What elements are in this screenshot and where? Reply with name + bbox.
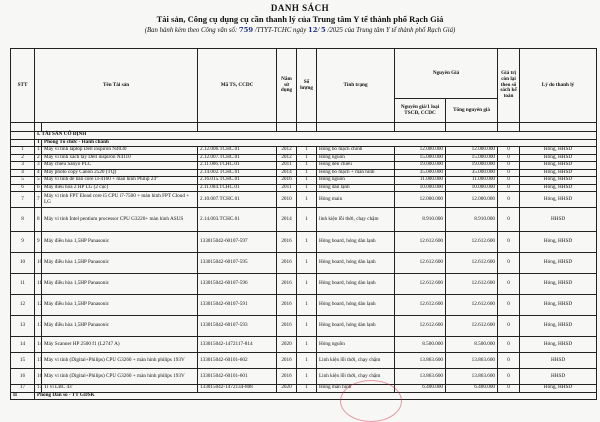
year-cell: 2016	[277, 369, 297, 385]
status-cell: linh kiện lỗi thời, chạy chậm	[317, 208, 395, 232]
qty-cell: 1	[297, 232, 317, 253]
code-cell: 2.16.015.TCHC.01	[198, 177, 277, 185]
status-cell: Hỏng dàn lạnh	[317, 184, 395, 192]
code-cell: 133015042-60107-591	[198, 295, 277, 316]
remain-cell: 0	[498, 192, 520, 208]
unit-price-cell: 15.000.000	[395, 154, 446, 162]
year-cell: 2016	[277, 295, 297, 316]
name-cell: Máy điều hòa 1,5HP Panasonic	[42, 232, 198, 253]
year-cell: 2020	[277, 385, 297, 393]
code-cell: 133015042-60107-596	[198, 274, 277, 295]
reason-cell: Hỏng, HHSD	[520, 337, 597, 353]
total-cell: 12.612.600	[446, 274, 498, 295]
issue-number: 759	[238, 26, 254, 34]
reason-cell: Hỏng, HHSD	[520, 385, 597, 393]
year-cell: 2016	[277, 316, 297, 337]
reason-cell: Hỏng, HHSD	[520, 154, 597, 162]
unit-price-cell: 13.863.600	[395, 369, 446, 385]
table-row	[11, 253, 597, 274]
stt-cell: 15	[11, 353, 35, 369]
status-cell: Hỏng nguồn	[317, 154, 395, 162]
table-row	[11, 232, 597, 253]
sub-cell: 16	[35, 369, 42, 385]
code-cell: 2.14.002.TCHC.01	[198, 169, 277, 177]
stt-cell: 2	[11, 154, 35, 162]
stt-cell: 7	[11, 192, 35, 208]
doc-title: DANH SÁCH	[270, 3, 330, 13]
header-orig: Nguyên Giá	[395, 49, 498, 99]
qty-cell: 1	[297, 184, 317, 192]
stt-cell: 3	[11, 162, 35, 170]
status-cell: Hỏng board, hỏng dàn lạnh	[317, 295, 395, 316]
name-cell: Máy vi tính FPT Elead core i5 CPU i7-7500 + màn hình FPT Cloud + LG	[42, 192, 198, 208]
sub-cell: 2	[35, 154, 42, 162]
group-label: Phòng Dân số - TT GDSK	[35, 392, 597, 400]
remain-cell: 0	[498, 162, 520, 170]
name-cell: Máy vi tính để bàn core i3-4160 + màn hình Philip 24"	[42, 177, 198, 185]
code-cell: 133015042-60101-601	[198, 369, 277, 385]
sub-cell: 17	[35, 385, 42, 393]
qty-cell: 1	[297, 274, 317, 295]
header-unit-price: Nguyên giá/1 loại TSCĐ, CCDC	[395, 99, 446, 123]
table-row	[11, 295, 597, 316]
table-row	[11, 316, 597, 337]
remain-cell: 0	[498, 147, 520, 155]
name-cell: Máy điều hòa 1,5HP Panasonic	[42, 253, 198, 274]
total-cell: 12.612.600	[446, 232, 498, 253]
stt-cell: 1	[11, 147, 35, 155]
reason-cell: Hỏng, HHSD	[520, 162, 597, 170]
code-cell: 133015042-60107-593	[198, 316, 277, 337]
sub-cell: 1	[35, 147, 42, 155]
reason-cell: Hỏng, HHSD	[520, 295, 597, 316]
remain-cell: 0	[498, 177, 520, 185]
sub-cell: 11	[35, 274, 42, 295]
qty-cell: 1	[297, 147, 317, 155]
reason-cell: HHSD	[520, 369, 597, 385]
remain-cell: 0	[498, 232, 520, 253]
status-cell: Hỏng nguồn	[317, 177, 395, 185]
remain-cell: 0	[498, 253, 520, 274]
name-cell: Máy chiếu Sanyo PLC	[42, 162, 198, 170]
status-cell: Hỏng board, hỏng dàn lạnh	[317, 274, 395, 295]
table-row	[11, 369, 597, 385]
qty-cell: 1	[297, 369, 317, 385]
stt-cell: 17	[11, 385, 35, 393]
total-cell: 12.000.000	[446, 192, 498, 208]
stt-cell: 11	[11, 274, 35, 295]
code-cell: 2.11.006.TCHC.01	[198, 162, 277, 170]
unit-price-cell: 8.910.000	[395, 208, 446, 232]
name-cell: Máy vi tính (Digital+Philips) CPU G3260 + màn hình philips 193V	[42, 353, 198, 369]
stt-cell: 5	[11, 177, 35, 185]
table-row	[11, 177, 597, 185]
unit-price-cell: 12.612.600	[395, 232, 446, 253]
status-cell: Hỏng main	[317, 192, 395, 208]
red-stamp-seal	[340, 380, 402, 422]
reason-cell: Hỏng, HHSD	[520, 253, 597, 274]
reason-cell: Hỏng, HHSD	[520, 192, 597, 208]
name-cell: Máy Scanner HP 2500 f1 (L2747 A)	[42, 337, 198, 353]
reason-cell: Hỏng, HHSD	[520, 147, 597, 155]
total-cell: 13.863.600	[446, 353, 498, 369]
status-cell: Hỏng nguồn	[317, 337, 395, 353]
year-cell: 2016	[277, 253, 297, 274]
name-cell: Máy điều hòa 2 HP LG (2 cục)	[42, 184, 198, 192]
table-row	[11, 337, 597, 353]
unit-price-cell: 13.863.600	[395, 353, 446, 369]
year-cell: 2020	[277, 337, 297, 353]
year-cell: 2012	[277, 154, 297, 162]
unit-price-cell: 19.000.000	[395, 162, 446, 170]
status-cell: Hỏng board, hỏng dàn lạnh	[317, 253, 395, 274]
total-cell: 8.910.000	[446, 208, 498, 232]
table-row	[11, 385, 597, 393]
remain-cell: 0	[498, 353, 520, 369]
sub-cell: 14	[35, 337, 42, 353]
total-cell: 19.000.000	[446, 162, 498, 170]
group-label: Phòng Tổ chức - Hành chánh	[42, 139, 597, 147]
stt-cell: 6	[11, 184, 35, 192]
reason-cell: HHSD	[520, 208, 597, 232]
stt-cell: 16	[11, 369, 35, 385]
total-cell: 11.000.000	[446, 177, 498, 185]
unit-price-cell: 6.400.000	[395, 385, 446, 393]
table-row	[11, 192, 597, 208]
group-no: 1	[35, 139, 42, 147]
total-cell: 13.863.600	[446, 369, 498, 385]
remain-cell: 0	[498, 295, 520, 316]
total-cell: 10.000.000	[446, 184, 498, 192]
total-cell: 12.000.000	[446, 147, 498, 155]
group-no: II	[11, 392, 35, 400]
header-reason: Lý do thanh lý	[520, 49, 597, 123]
qty-cell: 1	[297, 316, 317, 337]
status-cell: Linh kiện lỗi thời, chạy chậm	[317, 369, 395, 385]
header-qty: Số lượng	[297, 49, 317, 123]
group-row	[11, 392, 597, 400]
qty-cell: 1	[297, 154, 317, 162]
code-cell: 2.14.003.TCHC.01	[198, 208, 277, 232]
reason-cell: HHSD	[520, 353, 597, 369]
asset-table	[10, 48, 597, 400]
qty-cell: 1	[297, 169, 317, 177]
reason-cell: Hỏng, HHSD	[520, 184, 597, 192]
qty-cell: 1	[297, 337, 317, 353]
total-cell: 35.000.000	[446, 169, 498, 177]
year-cell: 2016	[277, 232, 297, 253]
qty-cell: 1	[297, 353, 317, 369]
qty-cell: 1	[297, 253, 317, 274]
code-cell: 2.12.007.TCHC.01	[198, 154, 277, 162]
sub-cell: 3	[35, 162, 42, 170]
table-row	[11, 208, 597, 232]
header-stt: STT	[11, 49, 35, 123]
remain-cell: 0	[498, 274, 520, 295]
year-cell: 2010	[277, 192, 297, 208]
reason-cell: Hỏng, HHSD	[520, 169, 597, 177]
sub-cell: 15	[35, 353, 42, 369]
qty-cell: 1	[297, 208, 317, 232]
header-name: Tên Tài sản	[35, 49, 198, 123]
total-cell: 15.000.000	[446, 154, 498, 162]
name-cell: Máy photo copy Canon 2520 (TQ)	[42, 169, 198, 177]
status-cell: Hỏng board, hỏng dàn lạnh	[317, 316, 395, 337]
unit-price-cell: 12.612.600	[395, 295, 446, 316]
reason-cell: Hỏng, HHSD	[520, 232, 597, 253]
remain-cell: 0	[498, 154, 520, 162]
status-cell: Linh kiện lỗi thời, chạy chậm	[317, 353, 395, 369]
sub-cell: 13	[35, 316, 42, 337]
sub-cell: 6	[35, 184, 42, 192]
unit-price-cell: 10.000.000	[395, 184, 446, 192]
table-row	[11, 162, 597, 170]
year-cell: 2016	[277, 274, 297, 295]
status-cell: Hỏng bo mạch chính	[317, 147, 395, 155]
issue-sep: /	[317, 27, 322, 34]
status-cell: Hỏng board, hỏng dàn lạnh	[317, 232, 395, 253]
header-year: Năm sử dụng	[277, 49, 297, 123]
sub-cell: 8	[35, 208, 42, 232]
qty-cell: 1	[297, 385, 317, 393]
stt-cell: 10	[11, 253, 35, 274]
reason-cell: Hỏng, HHSD	[520, 316, 597, 337]
unit-price-cell: 12.612.600	[395, 274, 446, 295]
sub-cell: 5	[35, 177, 42, 185]
remain-cell: 0	[498, 385, 520, 393]
stt-cell: 12	[11, 295, 35, 316]
code-cell: 133015042-1472134-808	[198, 385, 277, 393]
year-cell: 2014	[277, 208, 297, 232]
issue-suffix: /2025 của Trung tâm Y tế thành phố Rạch Giá)	[325, 27, 456, 34]
qty-cell: 1	[297, 177, 317, 185]
header-status: Tình trạng	[317, 49, 395, 123]
total-cell: 12.612.600	[446, 316, 498, 337]
stt-cell: 4	[11, 169, 35, 177]
section-row	[11, 132, 597, 140]
unit-price-cell: 35.000.000	[395, 169, 446, 177]
total-cell: 6.400.000	[446, 385, 498, 393]
remain-cell: 0	[498, 208, 520, 232]
section-label: I. TÀI SẢN CỐ ĐỊNH	[35, 132, 597, 140]
stt-cell: 13	[11, 316, 35, 337]
header-total: Tổng nguyên giá	[446, 99, 498, 123]
name-cell: Máy vi tính (Digital+Philips) CPU G3260 + màn hình philips 193V	[42, 369, 198, 385]
code-cell: 2.12.006.TCHC.01	[198, 147, 277, 155]
table-row	[11, 147, 597, 155]
unit-price-cell: 12.000.000	[395, 192, 446, 208]
year-cell: 2014	[277, 169, 297, 177]
remain-cell: 0	[498, 184, 520, 192]
doc-subtitle: Tài sản, Công cụ dụng cụ cần thanh lý của Trung tâm Y tế thành phố Rạch Giá	[156, 14, 444, 24]
header-code: Mã TS, CCDC	[198, 49, 277, 123]
sub-cell: 9	[35, 232, 42, 253]
year-cell: 2016	[277, 177, 297, 185]
sub-cell: 7	[35, 192, 42, 208]
reason-cell: Hỏng, HHSD	[520, 177, 597, 185]
status-cell: Hỏng màn hình	[317, 385, 395, 393]
remain-cell: 0	[498, 316, 520, 337]
code-cell: 133015042-60101-602	[198, 353, 277, 369]
year-cell: 2012	[277, 147, 297, 155]
year-cell: 2016	[277, 353, 297, 369]
sub-cell: 12	[35, 295, 42, 316]
name-cell: Máy điều hòa 1,5HP Panasonic	[42, 316, 198, 337]
qty-cell: 1	[297, 162, 317, 170]
code-cell: 133015042-1472117-814	[198, 337, 277, 353]
name-cell: Máy vi tính xách tay Dell inspiron N4110	[42, 154, 198, 162]
code-cell: 2.10.007.TCHC.01	[198, 192, 277, 208]
code-cell: 133015042-60107-595	[198, 253, 277, 274]
header-remain: Giá trị còn lại theo sổ sách kế toán	[498, 49, 520, 123]
unit-price-cell: 11.000.000	[395, 177, 446, 185]
qty-cell: 1	[297, 192, 317, 208]
unit-price-cell: 12.000.000	[395, 147, 446, 155]
unit-price-cell: 12.612.600	[395, 253, 446, 274]
sub-cell: 10	[35, 253, 42, 274]
sub-cell: 4	[35, 169, 42, 177]
year-cell: 2011	[277, 184, 297, 192]
total-cell: 8.500.000	[446, 337, 498, 353]
stt-cell: 14	[11, 337, 35, 353]
name-cell: Máy vi tính laptop Dell inspiron N4030	[42, 147, 198, 155]
remain-cell: 0	[498, 369, 520, 385]
code-cell: 2.11.004.TCHC.01	[198, 184, 277, 192]
year-cell: 2011	[277, 162, 297, 170]
reason-cell: Hỏng, HHSD	[520, 274, 597, 295]
total-cell: 12.612.600	[446, 295, 498, 316]
issue-month: 5	[321, 26, 326, 34]
remain-cell: 0	[498, 169, 520, 177]
unit-price-cell: 8.500.000	[395, 337, 446, 353]
unit-price-cell: 12.612.600	[395, 316, 446, 337]
total-cell: 12.612.600	[446, 253, 498, 274]
code-cell: 133015042-60107-597	[198, 232, 277, 253]
table-row	[11, 184, 597, 192]
stt-cell: 9	[11, 232, 35, 253]
status-cell: Hỏng bo mạch + màn hình	[317, 169, 395, 177]
issue-prefix: (Ban hành kèm theo Công văn số:	[144, 27, 239, 34]
name-cell: Máy vi tính Intel pentium processor CPU G3220+ màn hình ASUS	[42, 208, 198, 232]
name-cell: Ti vi LBC 43'	[42, 385, 198, 393]
stt-cell: 8	[11, 208, 35, 232]
name-cell: Máy điều hòa 1,5HP Panasonic	[42, 295, 198, 316]
issue-day: 12	[307, 26, 318, 34]
issue-mid: /TTYT-TCHC ngày	[253, 27, 308, 34]
name-cell: Máy điều hòa 1,5HP Panasonic	[42, 274, 198, 295]
doc-issue-line	[0, 26, 600, 34]
qty-cell: 1	[297, 295, 317, 316]
status-cell: Hỏng đèn chiếu	[317, 162, 395, 170]
blank-row	[11, 123, 597, 132]
table-row	[11, 353, 597, 369]
table-row	[11, 274, 597, 295]
remain-cell: 0	[498, 337, 520, 353]
